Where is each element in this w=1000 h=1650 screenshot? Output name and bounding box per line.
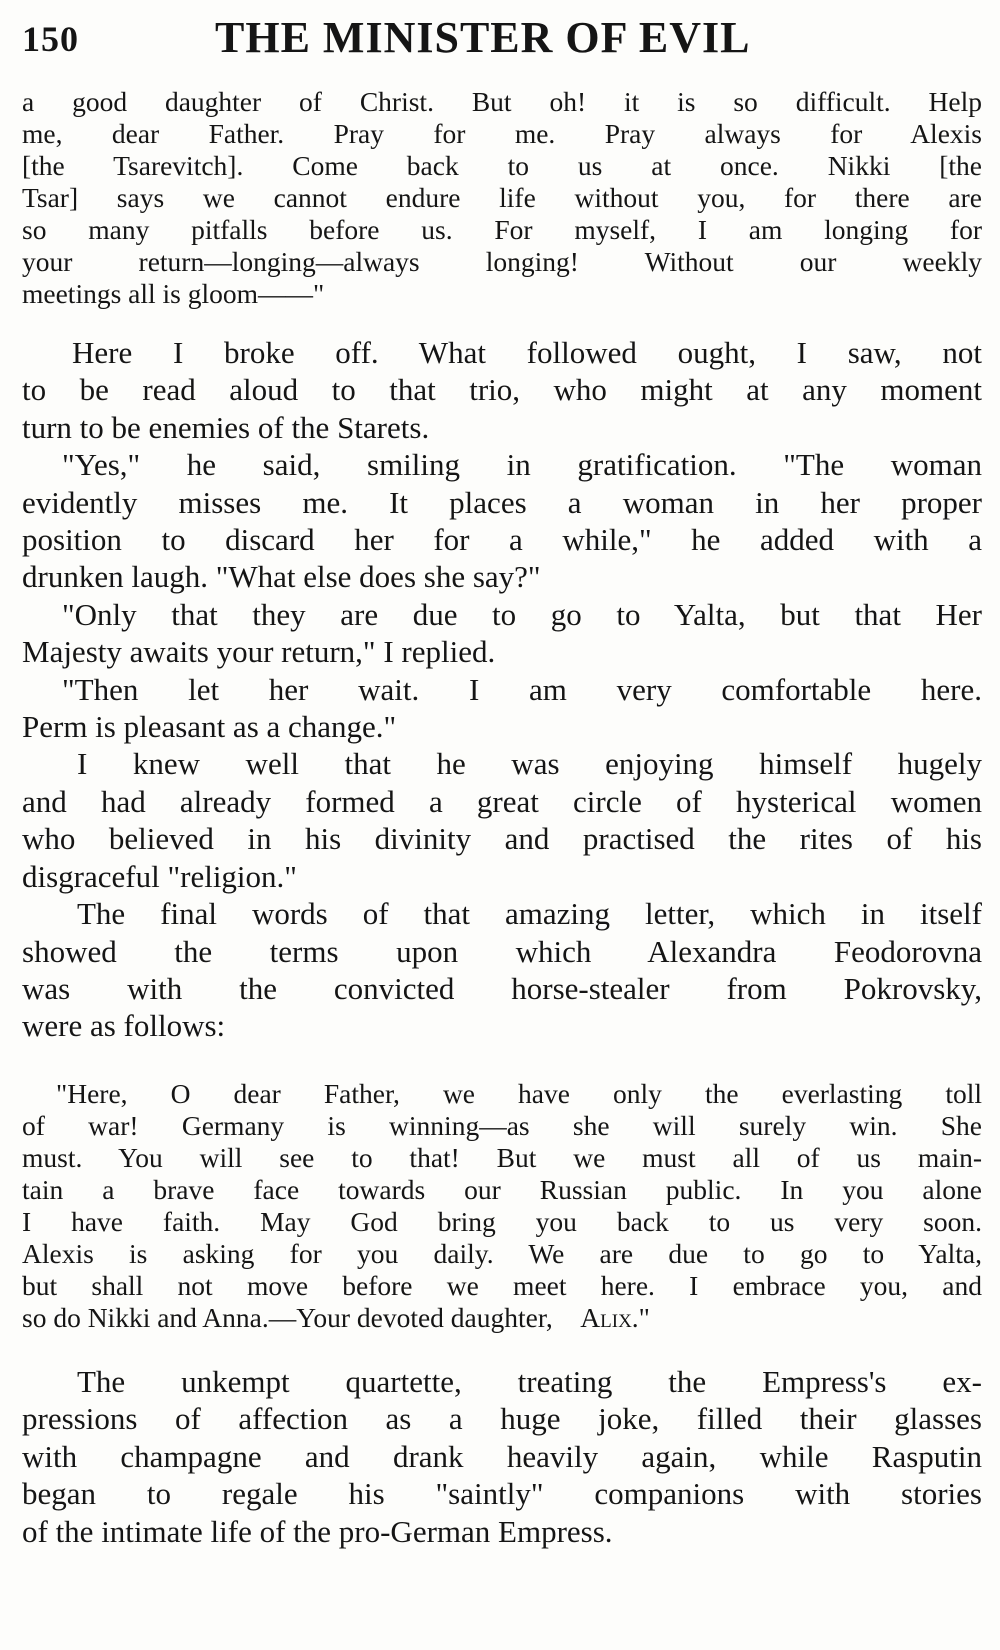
text-line: "Yes," he said, smiling in gratification. "The woman [62,447,982,483]
text-line: and had already formed a great circle of hysterical women [22,783,982,819]
text-line: "Then let her wait. I am very comfortable here. [62,671,982,707]
text-line: meetings all is gloom——" [22,278,325,309]
text-line: of war! Germany is winning—as she will surely win. She [22,1110,982,1141]
text-line: Majesty awaits your return," I replied. [22,634,496,670]
letter-excerpt-2 [22,1078,982,1334]
text-line: must. You will see to that! But we must all of us main- [22,1142,982,1173]
text-line: of the intimate life of the pro-German Empress. [22,1513,613,1549]
narrative-section-2 [22,1363,982,1550]
text-line: to be read aloud to that trio, who might at any moment [22,372,982,408]
text-line: evidently misses me. It places a woman in her proper [22,484,982,520]
text-line: your return—longing—always longing! Without our weekly [22,246,982,277]
narrative-section-1 [22,334,982,1045]
text-line: who believed in his divinity and practised the rites of his [22,821,982,857]
text-line: disgraceful "religion." [22,858,297,894]
text-line: pressions of affection as a huge joke, filled their glasses [22,1401,982,1437]
text-line: began to regale his "saintly" companions with stories [22,1476,982,1512]
text-line: Tsar] says we cannot endure life without you, for there are [22,182,982,213]
text-line: turn to be enemies of the Starets. [22,409,430,445]
text-line: drunken laugh. "What else does she say?" [22,559,541,595]
letter-excerpt-1 [22,86,982,310]
text-line: I have faith. May God bring you back to us very soon. [22,1206,982,1237]
text-line: The final words of that amazing letter, which in itself [77,896,982,932]
text-line: with champagne and drank heavily again, while Rasputin [22,1438,982,1474]
text-line: so many pitfalls before us. For myself, I am longing for [22,214,982,245]
text-line [22,1302,982,1334]
text-line: The unkempt quartette, treating the Empress's ex- [77,1364,982,1399]
text-line: but shall not move before we meet here. I embrace you, and [22,1270,982,1301]
text-line: "Here, O dear Father, we have only the everlasting toll [56,1078,982,1109]
text-line: was with the convicted horse-stealer from Pokrovsky, [22,970,982,1006]
running-title: THE MINISTER OF EVIL [215,13,751,62]
page-header [22,12,982,64]
text-line: tain a brave face towards our Russian public. In you alone [22,1174,982,1205]
text-line: a good daughter of Christ. But oh! it is so difficult. Help [22,86,982,117]
text-line: Perm is pleasant as a change." [22,709,397,745]
page-number: 150 [22,19,79,59]
text-line: were as follows: [22,1008,226,1044]
text-line: Alexis is asking for you daily. We are due to go to Yalta, [22,1238,982,1269]
text-line: me, dear Father. Pray for me. Pray always for Alexis [22,118,982,149]
text-line: I knew well that he was enjoying himself hugely [77,746,982,782]
text-line: showed the terms upon which Alexandra Feodorovna [22,933,982,969]
text-line: [the Tsarevitch]. Come back to us at once. Nikki [the [22,150,982,181]
closing-text: so do Nikki and Anna.—Your devoted daughter, [22,1302,553,1333]
text-line: position to discard her for a while," he added with a [22,522,982,558]
text-line: "Only that they are due to go to Yalta, but that Her [62,596,982,632]
signature: Alix." [580,1302,650,1333]
text-line: Here I broke off. What followed ought, I saw, not [72,335,982,370]
